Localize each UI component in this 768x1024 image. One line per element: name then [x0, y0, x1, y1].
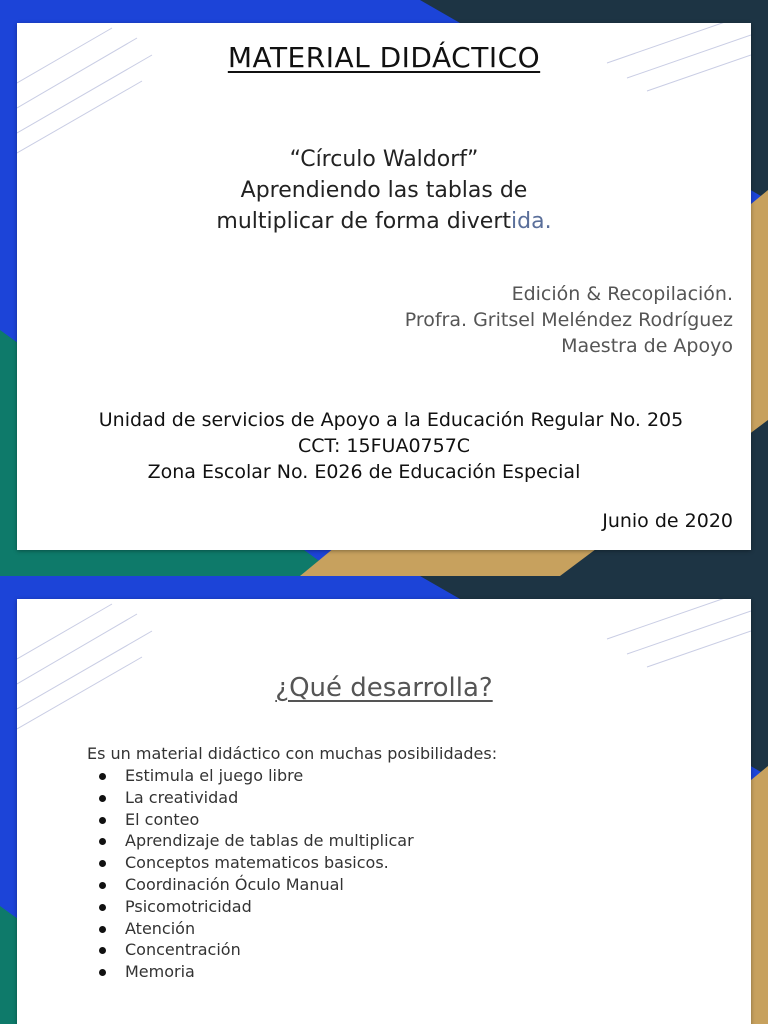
- benefits-list: [87, 765, 414, 983]
- list-item: Concentración: [87, 939, 414, 961]
- list-item: Memoria: [87, 961, 414, 983]
- list-item: Estimula el juego libre: [87, 765, 414, 787]
- credits-block: [405, 281, 733, 359]
- date-label: Junio de 2020: [602, 510, 733, 532]
- subtitle-accent-text: ida.: [511, 209, 552, 234]
- list-item: Aprendizaje de tablas de multiplicar: [87, 830, 414, 852]
- list-item: Psicomotricidad: [87, 896, 414, 918]
- list-item: Conceptos matematicos basicos.: [87, 852, 414, 874]
- credit-author: Profra. Gritsel Meléndez Rodríguez: [404, 309, 733, 331]
- institution-cct: CCT: 15FUA0757C: [297, 435, 471, 457]
- section-title: ¿Qué desarrolla?: [275, 673, 493, 703]
- subtitle-text: multiplicar de forma divert: [216, 209, 512, 234]
- project-subtitle-line-2: [17, 206, 751, 237]
- project-subtitle-line-1: Aprendiendo las tablas de: [240, 178, 528, 203]
- slide-2-card: [17, 599, 751, 1024]
- slide-1-card: [17, 23, 751, 550]
- main-title: MATERIAL DIDÁCTICO: [227, 41, 541, 74]
- slide-2: [0, 576, 768, 1024]
- project-name: “Círculo Waldorf”: [289, 147, 479, 172]
- institution-name: Unidad de servicios de Apoyo a la Educación Regular No. 205: [98, 409, 684, 431]
- list-item: El conteo: [87, 809, 414, 831]
- list-item: Coordinación Óculo Manual: [87, 874, 414, 896]
- institution-block: [17, 407, 751, 485]
- list-item: La creatividad: [87, 787, 414, 809]
- list-item: Atención: [87, 918, 414, 940]
- intro-text: Es un material didáctico con muchas posibilidades:: [87, 744, 498, 763]
- project-title: [17, 144, 751, 237]
- institution-zone: Zona Escolar No. E026 de Educación Especial: [147, 461, 581, 483]
- credit-role: Maestra de Apoyo: [561, 335, 733, 357]
- credit-edition: Edición & Recopilación.: [511, 283, 733, 305]
